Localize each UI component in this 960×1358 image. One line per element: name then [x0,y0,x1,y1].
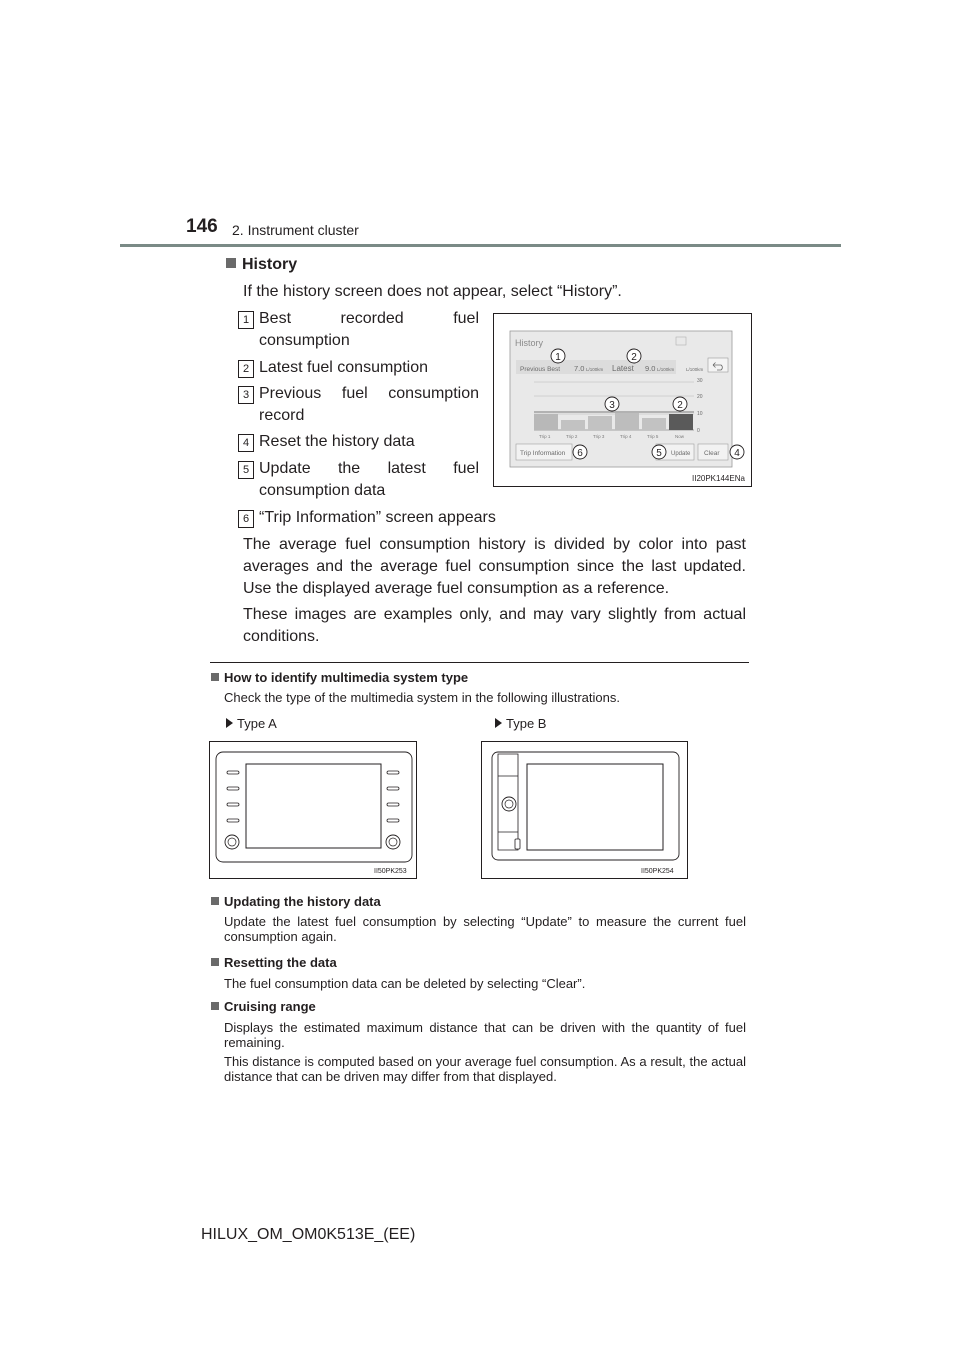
trip-label: Trip 4 [620,434,632,439]
type-a-figure [209,741,417,879]
square-bullet-icon [211,958,219,966]
figure-id: II50PK253 [374,868,407,875]
svg-text:5: 5 [656,448,662,459]
number-badge: 6 [238,510,254,528]
latest-value: 9.0 [645,364,656,373]
square-bullet-icon [211,897,219,905]
type-a-panel-illustration [210,742,416,878]
y-tick: 0 [697,428,700,434]
square-bullet-icon [211,673,219,681]
resetting-body: The fuel consumption data can be deleted by selecting “Clear”. [224,976,586,991]
history-intro: If the history screen does not appear, select “History”. [243,283,622,300]
trip-label: Trip 1 [539,434,551,439]
y-tick: 20 [697,394,703,400]
resetting-heading: Resetting the data [211,955,337,970]
figure-id: II50PK254 [641,868,674,875]
header-rule [120,244,841,247]
svg-text:6: 6 [577,448,583,459]
multimedia-body: Check the type of the multimedia system in the following illustrations. [224,690,620,705]
page-number: 146 [186,216,218,237]
previous-best-unit: L/100km [586,367,604,372]
latest-unit: L/100km [657,367,675,372]
chapter-title: 2. Instrument cluster [232,222,359,238]
cruising-body-1: Displays the estimated maximum distance that can be driven with the quantity of fuel remaining. [224,1020,746,1050]
svg-text:3: 3 [609,400,615,411]
screen-title: History [515,338,544,348]
type-a-label: Type A [226,716,277,731]
updating-heading: Updating the history data [211,894,381,909]
type-b-label: Type B [495,716,546,731]
svg-text:1: 1 [555,352,561,363]
document-code: HILUX_OM_OM0K513E_(EE) [201,1226,416,1243]
latest-label: Latest [612,364,634,373]
number-badge: 2 [238,360,254,378]
history-paragraph: The average fuel consumption history is divided by color into past averages and the average fuel consumption since the last updated. Use the displayed average fuel consumption as a reference. [243,536,746,597]
y-tick: 30 [697,378,703,384]
history-screen-illustration [494,314,751,486]
number-badge: 5 [238,461,254,479]
svg-text:2: 2 [631,352,637,363]
cruising-body-2: This distance is computed based on your average fuel consumption. As a result, the actual distance that can be driven may differ from that displayed. [224,1054,746,1084]
previous-best-label: Previous Best [520,366,561,373]
square-bullet-icon [226,258,236,268]
number-badge: 3 [238,386,254,404]
trip-label: Trip 2 [566,434,578,439]
axis-unit: L/100km [686,367,704,372]
number-badge: 4 [238,434,254,452]
triangle-bullet-icon [495,718,502,728]
trip-label: Trip 3 [593,434,605,439]
multimedia-heading: How to identify multimedia system type [211,670,468,685]
type-b-panel-illustration [482,742,687,878]
trip-label: Trip 5 [647,434,659,439]
section-divider [210,662,749,663]
svg-text:Clear: Clear [704,450,720,457]
trip-label: Now [675,434,685,439]
history-heading: History [226,256,297,274]
svg-text:Trip Information: Trip Information [520,450,566,457]
figure-id: II20PK144ENa [692,474,745,483]
history-note: These images are examples only, and may vary slightly from actual conditions. [243,606,746,645]
cruising-heading: Cruising range [211,999,316,1014]
triangle-bullet-icon [226,718,233,728]
number-badge: 1 [238,311,254,329]
svg-text:Update: Update [671,451,691,457]
history-screen-figure [493,313,752,487]
type-b-figure [481,741,688,879]
svg-text:2: 2 [677,400,683,411]
previous-best-value: 7.0 [574,364,585,373]
svg-text:4: 4 [734,448,740,459]
updating-body: Update the latest fuel consumption by selecting “Update” to measure the current fuel consumption again. [224,914,746,944]
square-bullet-icon [211,1002,219,1010]
y-tick: 10 [697,411,703,417]
